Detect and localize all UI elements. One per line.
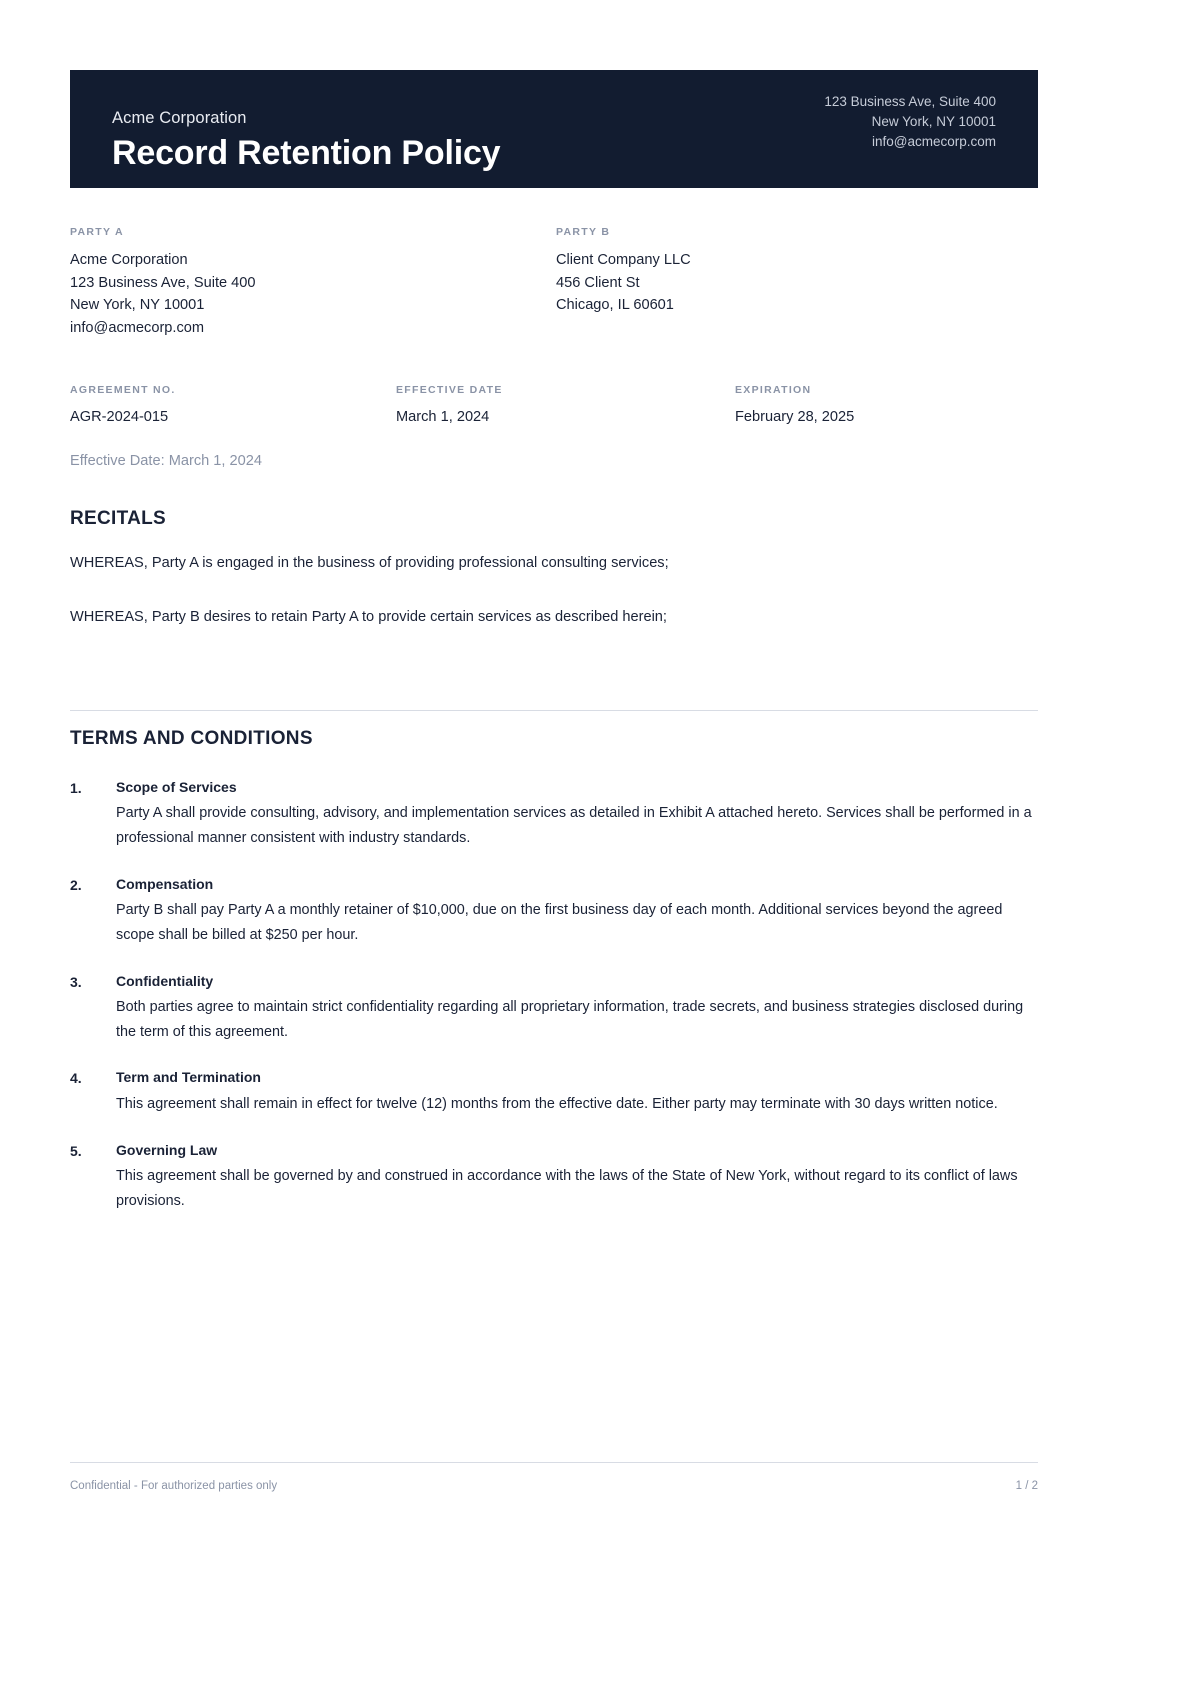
clause-title: Scope of Services — [116, 779, 237, 795]
expiration-field — [699, 384, 1038, 427]
clause-title: Governing Law — [116, 1141, 218, 1158]
clause-item — [70, 777, 1038, 851]
clause-text: Party A shall provide consulting, advisory, and implementation services as detailed in Exhibit A attached hereto. Services shall be performed in a professional manner consistent with industry standards. — [116, 805, 1032, 847]
header-left-group — [112, 108, 500, 172]
clause-body — [116, 1140, 1038, 1214]
clause-number: 5. — [70, 1142, 82, 1159]
party-a-line: New York, NY 10001 — [70, 297, 205, 314]
clause-item — [70, 1067, 1038, 1116]
header-address-line-2: New York, NY 10001 — [871, 114, 996, 130]
party-b-label: PARTY B — [556, 226, 611, 238]
clause-text: This agreement shall remain in effect for twelve (12) months from the effective date. Either party may terminate with 30 days written notice. — [116, 1095, 998, 1112]
expiration-label: EXPIRATION — [735, 384, 812, 396]
clause-text: This agreement shall be governed by and construed in accordance with the laws of the State of New York, without regard to its conflict of laws provisions. — [116, 1167, 1018, 1209]
effective-date-label: EFFECTIVE DATE — [396, 384, 503, 396]
clause-item — [70, 971, 1038, 1045]
expiration-value: February 28, 2025 — [735, 409, 855, 425]
recitals-section — [70, 508, 1038, 629]
party-b-line: 456 Client St — [556, 274, 640, 291]
clause-number: 3. — [70, 973, 82, 990]
party-b-block — [554, 226, 1038, 339]
recital-paragraph: WHEREAS, Party A is engaged in the business of providing professional consulting services; — [70, 555, 669, 571]
header-contact-block — [824, 92, 996, 172]
party-a-block — [70, 226, 554, 339]
terms-heading: TERMS AND CONDITIONS — [70, 728, 313, 749]
party-a-line: info@acmecorp.com — [70, 319, 205, 336]
party-a-line: Acme Corporation — [70, 252, 188, 268]
header-email: info@acmecorp.com — [872, 134, 996, 150]
effective-date-value: March 1, 2024 — [396, 409, 490, 425]
section-divider — [70, 710, 1038, 711]
party-b-line: Chicago, IL 60601 — [556, 297, 674, 314]
clause-body — [116, 874, 1038, 948]
recitals-heading: RECITALS — [70, 508, 166, 529]
header-address-line-1: 123 Business Ave, Suite 400 — [824, 94, 996, 110]
party-b-line: Client Company LLC — [556, 252, 691, 268]
agreement-number-value: AGR-2024-015 — [70, 409, 169, 425]
clause-number: 1. — [70, 780, 82, 796]
footer-confidentiality-note: Confidential - For authorized parties only — [70, 1480, 278, 1492]
recital-paragraph: WHEREAS, Party B desires to retain Party A to provide certain services as described herein; — [70, 608, 667, 625]
clause-title: Compensation — [116, 875, 214, 892]
clause-number: 4. — [70, 1070, 82, 1087]
terms-section — [70, 728, 1038, 1213]
footer-divider — [70, 1462, 1038, 1463]
footer-page-number: 1 / 2 — [1015, 1480, 1038, 1492]
clause-title: Confidentiality — [116, 972, 214, 989]
clause-item — [70, 1140, 1038, 1214]
clause-body — [116, 971, 1038, 1045]
document-footer — [70, 1480, 1038, 1492]
page-title: Record Retention Policy — [112, 133, 501, 172]
agreement-meta-row — [70, 384, 1038, 427]
party-a-line: 123 Business Ave, Suite 400 — [70, 274, 256, 291]
clause-text: Party B shall pay Party A a monthly retainer of $10,000, due on the first business day of each month. Additional services beyond the agreed scope shall be billed at $250 per hour. — [116, 902, 1003, 943]
agreement-number-label: AGREEMENT NO. — [70, 384, 176, 396]
clause-title: Term and Termination — [116, 1069, 261, 1086]
parties-section — [70, 226, 1038, 339]
effective-date-note: Effective Date: March 1, 2024 — [70, 453, 262, 469]
clause-number: 2. — [70, 876, 82, 893]
clause-body — [116, 1067, 1038, 1116]
clause-item — [70, 874, 1038, 948]
clause-text: Both parties agree to maintain strict confidentiality regarding all proprietary information, trade secrets, and business strategies disclosed during the term of this agreement. — [116, 998, 1024, 1040]
party-a-label: PARTY A — [70, 226, 124, 238]
clause-body — [116, 777, 1038, 851]
agreement-number-field — [70, 384, 373, 427]
document-header — [70, 70, 1038, 188]
company-name: Acme Corporation — [112, 109, 247, 128]
effective-date-field — [373, 384, 699, 427]
